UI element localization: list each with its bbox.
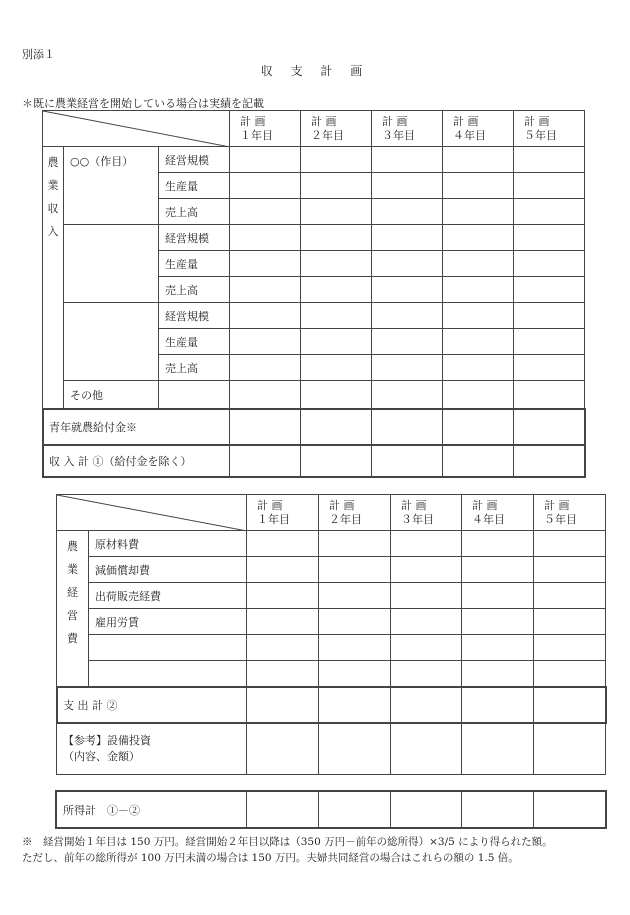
metric-label: 生産量 [159,329,230,355]
value-cell[interactable] [301,173,372,199]
expense-item-label: 原材料費 [89,531,247,557]
value-cell[interactable] [230,225,301,251]
value-cell[interactable] [372,329,443,355]
footnote-1: ※ 経営開始１年目は 150 万円。経営開始２年目以降は（350 万円－前年の総所得）×3/5 により得られた額。 [22,836,553,848]
value-cell[interactable] [534,531,606,557]
subsidy-row [43,409,585,445]
value-cell[interactable] [301,409,372,445]
value-cell[interactable] [230,251,301,277]
expense-item-label: 減価償却費 [89,557,247,583]
value-cell[interactable] [534,792,606,828]
value-cell[interactable] [247,661,319,687]
income-year-header: 計 画 ４年目 [443,111,514,147]
value-cell[interactable] [514,277,585,303]
value-cell[interactable] [372,445,443,477]
value-cell[interactable] [443,277,514,303]
value-cell[interactable] [391,609,462,635]
value-cell[interactable] [301,303,372,329]
value-cell[interactable] [319,792,391,828]
value-cell[interactable] [514,199,585,225]
value-cell[interactable] [319,687,391,723]
value-cell[interactable] [372,147,443,173]
value-cell[interactable] [301,251,372,277]
value-cell[interactable] [443,225,514,251]
value-cell[interactable] [391,661,462,687]
expense-item-label: 出荷販売経費 [89,583,247,609]
value-cell[interactable] [514,147,585,173]
header-diagonal-cell [57,495,247,531]
value-cell[interactable] [443,173,514,199]
value-cell[interactable] [534,583,606,609]
expense-section-label: 農 業 経 営 費 [57,531,89,687]
value-cell[interactable] [319,531,391,557]
value-cell[interactable] [391,723,462,775]
income-year-header: 計 画 ２年目 [301,111,372,147]
income-year-header: 計 画 １年目 [230,111,301,147]
value-cell[interactable] [301,329,372,355]
value-cell[interactable] [247,609,319,635]
value-cell[interactable] [462,609,534,635]
value-cell[interactable] [319,723,391,775]
value-cell[interactable] [514,329,585,355]
expense-item-label: 雇用労賃 [89,609,247,635]
value-cell[interactable] [462,792,534,828]
income-year-header: 計 画 ３年目 [372,111,443,147]
expense-year-header: 計 画 ３年目 [391,495,462,531]
expense-year-header: 計 画 １年目 [247,495,319,531]
value-cell[interactable] [391,635,462,661]
diagonal-line [57,495,247,531]
value-cell[interactable] [372,303,443,329]
expense-table [56,494,606,775]
value-cell[interactable] [443,445,514,477]
value-cell[interactable] [230,199,301,225]
value-cell[interactable] [247,792,319,828]
value-cell[interactable] [514,355,585,381]
value-cell[interactable] [159,381,230,409]
expense-item-blank[interactable] [89,661,247,687]
value-cell[interactable] [301,225,372,251]
value-cell[interactable] [514,173,585,199]
value-cell[interactable] [247,723,319,775]
metric-label: 生産量 [159,251,230,277]
value-cell[interactable] [534,609,606,635]
income-section-label: 農 業 収 入 [43,147,64,409]
attachment-label: 別添１ [22,48,55,61]
expense-total-label: 支 出 計 ② [57,687,247,723]
value-cell[interactable] [247,557,319,583]
value-cell[interactable] [247,583,319,609]
crop-2-label[interactable] [64,225,159,303]
income-total-label: 収 入 計 ①（給付金を除く） [43,445,230,477]
value-cell[interactable] [391,583,462,609]
value-cell[interactable] [319,583,391,609]
value-cell[interactable] [301,277,372,303]
metric-label: 生産量 [159,173,230,199]
investment-label: 【参考】設備投資 （内容、金額） [57,723,247,775]
value-cell[interactable] [391,557,462,583]
value-cell[interactable] [514,409,585,445]
value-cell[interactable] [247,531,319,557]
value-cell[interactable] [372,199,443,225]
value-cell[interactable] [301,445,372,477]
value-cell[interactable] [301,381,372,409]
value-cell[interactable] [391,792,462,828]
value-cell[interactable] [230,445,301,477]
value-cell[interactable] [372,225,443,251]
value-cell[interactable] [534,557,606,583]
value-cell[interactable] [230,303,301,329]
profit-table [56,791,606,828]
metric-label: 売上高 [159,355,230,381]
value-cell[interactable] [514,225,585,251]
value-cell[interactable] [443,199,514,225]
value-cell[interactable] [462,557,534,583]
value-cell[interactable] [230,381,301,409]
metric-label: 経営規模 [159,225,230,251]
value-cell[interactable] [319,661,391,687]
header-diagonal-cell [43,111,230,147]
note-top: ＊既に農業経営を開始している場合は実績を記載 [22,97,264,110]
value-cell[interactable] [230,173,301,199]
expense-year-header: 計 画 ４年目 [462,495,534,531]
value-cell[interactable] [462,723,534,775]
value-cell[interactable] [462,531,534,557]
expense-year-header: 計 画 ２年目 [319,495,391,531]
value-cell[interactable] [372,173,443,199]
value-cell[interactable] [534,661,606,687]
income-year-header: 計 画 ５年目 [514,111,585,147]
metric-label: 売上高 [159,277,230,303]
value-cell[interactable] [443,355,514,381]
value-cell[interactable] [391,531,462,557]
value-cell[interactable] [230,277,301,303]
expense-year-header: 計 画 ５年目 [534,495,606,531]
value-cell[interactable] [301,147,372,173]
value-cell[interactable] [301,355,372,381]
value-cell[interactable] [230,409,301,445]
value-cell[interactable] [247,635,319,661]
value-cell[interactable] [230,355,301,381]
value-cell[interactable] [462,661,534,687]
metric-label: 経営規模 [159,147,230,173]
value-cell[interactable] [247,687,319,723]
value-cell[interactable] [372,277,443,303]
metric-label: 経営規模 [159,303,230,329]
value-cell[interactable] [372,355,443,381]
metric-label: 売上高 [159,199,230,225]
expense-total-row [57,687,606,723]
other-income-label: その他 [64,381,159,409]
value-cell[interactable] [534,687,606,723]
value-cell[interactable] [372,251,443,277]
value-cell[interactable] [301,199,372,225]
value-cell[interactable] [514,303,585,329]
income-total-row [43,445,585,477]
value-cell[interactable] [319,635,391,661]
crop-1-label: ○○（作目） [64,147,159,225]
value-cell[interactable] [372,409,443,445]
value-cell[interactable] [230,147,301,173]
income-table [42,110,585,477]
value-cell[interactable] [462,635,534,661]
expense-item-blank[interactable] [89,635,247,661]
footnote-2: ただし、前年の総所得が 100 万円未満の場合は 150 万円。夫婦共同経営の場合はこれらの額の 1.5 倍。 [22,852,519,864]
value-cell[interactable] [443,381,514,409]
value-cell[interactable] [372,381,443,409]
value-cell[interactable] [514,251,585,277]
value-cell[interactable] [514,381,585,409]
diagonal-line [43,111,230,147]
value-cell[interactable] [443,251,514,277]
value-cell[interactable] [443,147,514,173]
value-cell[interactable] [319,557,391,583]
value-cell[interactable] [462,687,534,723]
value-cell[interactable] [534,723,606,775]
crop-3-label[interactable] [64,303,159,381]
value-cell[interactable] [443,329,514,355]
profit-label: 所得計 ①－② [57,792,247,828]
value-cell[interactable] [462,583,534,609]
value-cell[interactable] [443,409,514,445]
subsidy-label: 青年就農給付金※ [43,409,230,445]
value-cell[interactable] [514,445,585,477]
value-cell[interactable] [391,687,462,723]
value-cell[interactable] [443,303,514,329]
page-title: 収 支 計 画 [260,64,370,78]
value-cell[interactable] [534,635,606,661]
value-cell[interactable] [319,609,391,635]
value-cell[interactable] [230,329,301,355]
